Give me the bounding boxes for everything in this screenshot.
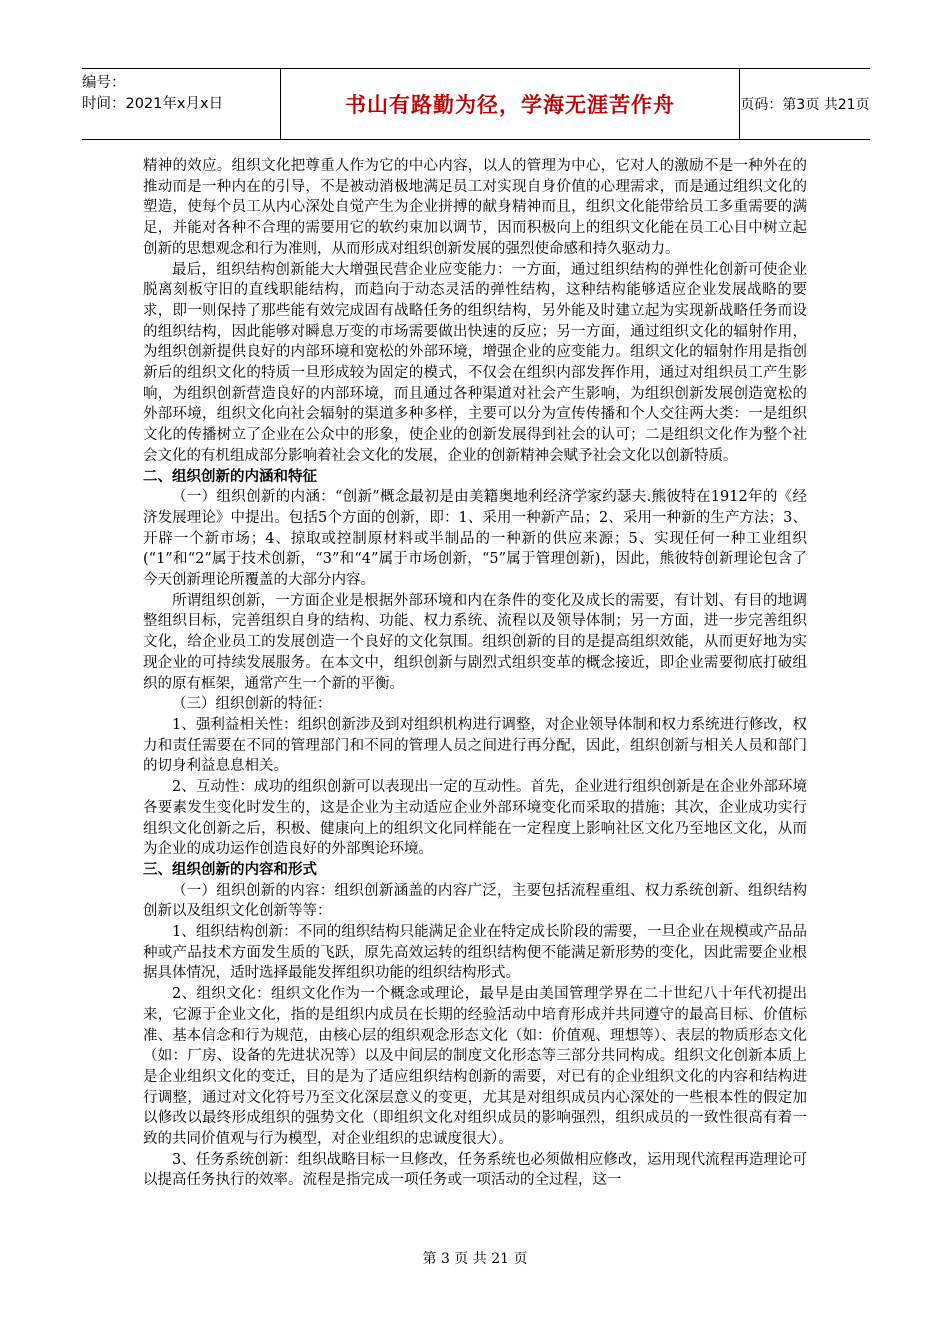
paragraph: （一）组织创新的内涵：“创新”概念最初是由美籍奥地利经济学家约瑟夫.熊彼特在1912年的《经济发展理论》中提出。包括5个方面的创新，即：1、采用一种新产品；2、采用一种新的生产方法；3、开辟一个新市场；4、掠取或控制原材料或半制品的一种新的供应来源；5、实现任何一种工业组织(“1”和“2”属于技术创新，“3”和“4”属于市场创新，“5”属于管理创新)，因此，熊彼特创新理论包含了今天创新理论所覆盖的大部分内容。 [143,489,807,589]
paragraph: 1、组织结构创新：不同的组织结构只能满足企业在特定成长阶段的需要，一旦企业在规模或产品品种或产品技术方面发生质的飞跃，原先高效运转的组织结构便不能满足新形势的变化，因此需要企业根据具体情况，适时选择最能发挥组织功能的组织结构形式。 [143,924,807,982]
document-body [143,156,807,1191]
paragraph: （一）组织创新的内容：组织创新涵盖的内容广泛，主要包括流程重组、权力系统创新、组织结构创新以及组织文化创新等等： [143,882,807,920]
section-heading: 三、组织创新的内容和形式 [143,861,317,878]
doc-time-label: 时间：2021年x月x日 [82,96,224,112]
header-motto: 书山有路勤为径，学海无涯苦作舟 [345,93,675,117]
paragraph: 2、互动性：成功的组织创新可以表现出一定的互动性。首先，企业进行组织创新是在企业外部环境各要素发生变化时发生的，这是企业为主动适应企业外部环境变化而采取的措施；其次，企业成功实行组织文化创新之后，积极、健康向上的组织文化同样能在一定程度上影响社区文化乃至地区文化，从而为企业的成功运作创造良好的外部舆论环境。 [143,779,807,858]
page-header [82,68,870,140]
paragraph: 2、组织文化：组织文化作为一个概念或理论，最早是由美国管理学界在二十世纪八十年代初提出来，它源于企业文化，指的是组织内成员在长期的经验活动中培育形成并共同遵守的最高目标、价值标准、基本信念和行为规范，由核心层的组织观念形态文化（如：价值观、理想等）、表层的物质形态文化（如：厂房、设备的先进状况等）以及中间层的制度文化形态等三部分共同构成。组织文化创新本质上是企业组织文化的变迁，目的是为了适应组织结构创新的需要，对已有的企业组织文化的内容和结构进行调整，通过对文化符号乃至文化深层意义的变更，尤其是对组织成员内心深处的一些根本性的假定加以修改以最终形成组织的强势文化（即组织文化对组织成员的影响强烈，组织成员的一致性很高有着一致的共同价值观与行为模型，对企业组织的忠诚度很大）。 [143,986,807,1148]
paragraph: 3、任务系统创新：组织战略目标一旦修改，任务系统也必须做相应修改，运用现代流程再造理论可以提高任务执行的效率。流程是指完成一项任务或一项活动的全过程，这一 [143,1151,807,1189]
paragraph: （三）组织创新的特征： [172,696,332,713]
paragraph: 精神的效应。组织文化把尊重人作为它的中心内容，以人的管理为中心，它对人的激励不是一种外在的推动而是一种内在的引导，不是被动消极地满足员工对实现自身价值的心理需求，而是通过组织文化的塑造，使每个员工从内心深处自觉产生为企业拼搏的献身精神而且，组织文化能带给员工多重需要的满足，并能对各种不合理的需要用它的软约束加以调节，因而积极向上的组织文化能在员工心目中树立起创新的思想观念和行为准则，从而形成对组织创新发展的强烈使命感和持久驱动力。 [143,158,807,257]
header-page-info: 页码：第3页 共21页 [740,97,870,113]
section-heading: 二、组织创新的内涵和特征 [143,468,317,485]
header-meta [82,69,280,143]
page-footer: 第 3 页 共 21 页 [422,1251,528,1267]
paragraph: 最后，组织结构创新能大大增强民营企业应变能力：一方面，通过组织结构的弹性化创新可使企业脱离刻板守旧的直线职能结构，而趋向于动态灵活的弹性结构，这种结构能够适应企业发展战略的要求，即一则保持了那些能有效完成固有战略任务的组织结构，另外能及时建立起为实现新战略任务而设的组织结构，因此能够对瞬息万变的市场需要做出快速的反应；另一方面，通过组织文化的辐射作用，为组织创新提供良好的内部环境和宽松的外部环境，增强企业的应变能力。组织文化的辐射作用是指创新后的组织文化的特质一旦形成较为固定的模式，不仅会在组织内部发挥作用，通过对组织员工产生影响，为组织创新营造良好的内部环境，而且通过各种渠道对社会产生影响，为组织创新发展创造宽松的外部环境，组织文化向社会辐射的渠道多种多样，主要可以分为宣传传播和个人交往两大类：一是组织文化的传播树立了企业在公众中的形象，使企业的创新发展得到社会的认可；二是组织文化作为整个社会文化的有机组成部分影响着社会文化的发展，企业的创新精神会赋予社会文化以创新特质。 [143,261,807,464]
paragraph: 所谓组织创新，一方面企业是根据外部环境和内在条件的变化及成长的需要，有计划、有目的地调整组织目标，完善组织自身的结构、功能、权力系统、流程以及领导体制；另一方面，进一步完善组织文化，给企业员工的发展创造一个良好的文化氛围。组织创新的目的是提高组织效能，从而更好地为实现企业的可持续发展服务。在本文中，组织创新与剧烈式组织变革的概念接近，即企业需要彻底打破组织的原有框架，通常产生一个新的平衡。 [143,592,807,692]
paragraph: 1、强利益相关性：组织创新涉及到对组织机构进行调整，对企业领导体制和权力系统进行修改，权力和责任需要在不同的管理部门和不同的管理人员之间进行再分配，因此，组织创新与相关人员和部门的切身利益息息相关。 [143,716,807,775]
header-motto-cell [280,69,740,139]
doc-number-label: 编号： [82,75,126,91]
